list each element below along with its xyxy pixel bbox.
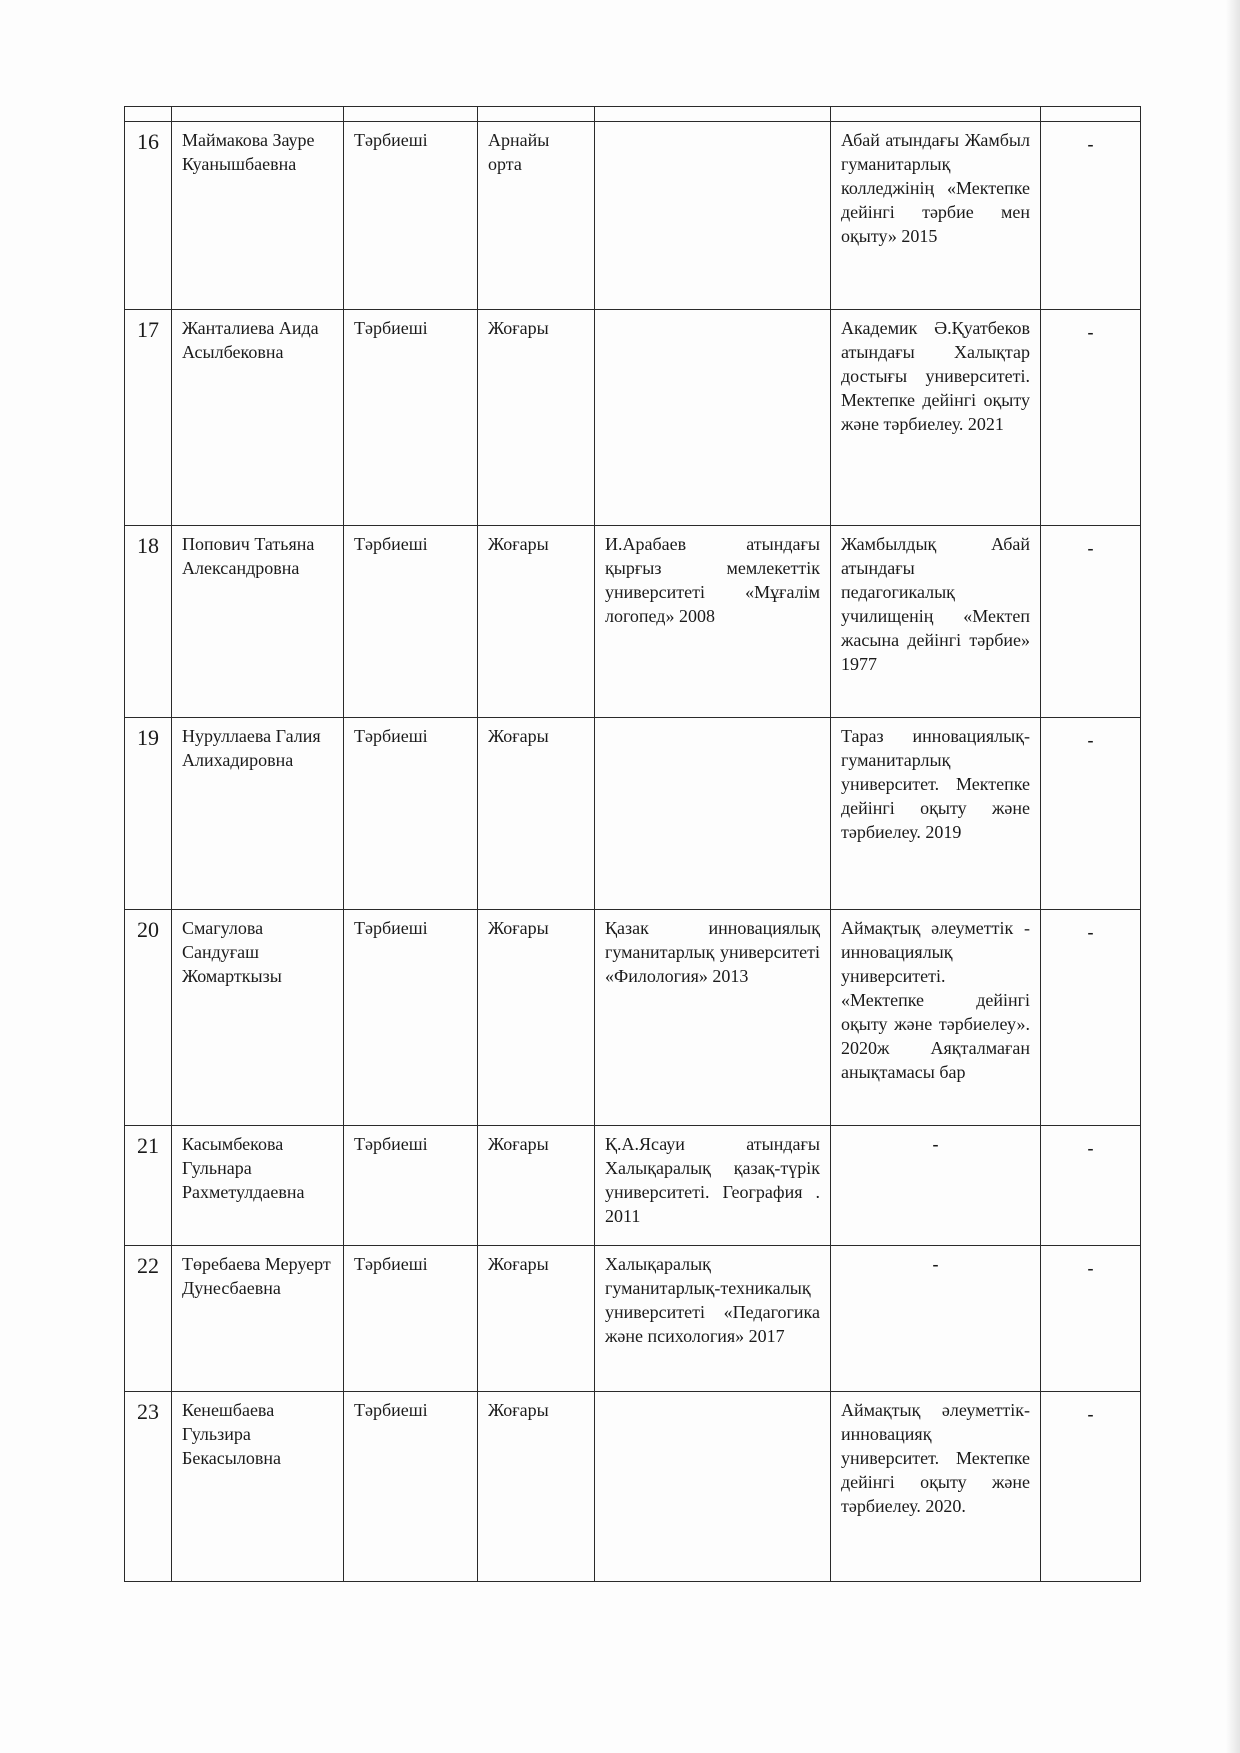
staff-education-level: Жоғары (478, 718, 595, 910)
staff-position: Тәрбиеші (344, 1246, 478, 1392)
table-row (125, 1246, 1141, 1392)
staff-other: - (1041, 122, 1141, 310)
staff-table-container (124, 106, 1140, 1582)
staff-higher-education (595, 122, 831, 310)
staff-other: - (1041, 910, 1141, 1126)
staff-specialized-education: Тараз инновациялық-гуманитарлық университет. Мектепке дейінгі оқыту және тәрбиелеу. 2019 (831, 718, 1041, 910)
staff-position: Тәрбиеші (344, 1392, 478, 1582)
staff-name: Жанталиева Аида Асылбековна (172, 310, 344, 526)
staff-education-level: Жоғары (478, 310, 595, 526)
staff-name: Смагулова Сандуғаш Жомарткызы (172, 910, 344, 1126)
table-row (125, 910, 1141, 1126)
row-number: 23 (125, 1392, 172, 1582)
staff-other: - (1041, 1126, 1141, 1246)
staff-position: Тәрбиеші (344, 526, 478, 718)
staff-position: Тәрбиеші (344, 1126, 478, 1246)
row-number: 21 (125, 1126, 172, 1246)
staff-education-level: Арнайы орта (478, 122, 595, 310)
staff-name: Касымбекова Гульнара Рахметулдаевна (172, 1126, 344, 1246)
staff-specialized-education: Аймақтық әлеуметтік - инновациялық университеті. «Мектепке дейінгі оқыту және тәрбиелеу». 2020ж Аяқталмаған анықтамасы бар (831, 910, 1041, 1126)
staff-education-level: Жоғары (478, 1246, 595, 1392)
staff-specialized-education: Жамбылдық Абай атындағы педагогикалық училищенің «Мектеп жасына дейінгі тәрбие» 1977 (831, 526, 1041, 718)
staff-education-level: Жоғары (478, 1392, 595, 1582)
row-number: 16 (125, 122, 172, 310)
table-row (125, 718, 1141, 910)
row-number: 19 (125, 718, 172, 910)
staff-name: Төребаева Меруерт Дунесбаевна (172, 1246, 344, 1392)
staff-other: - (1041, 310, 1141, 526)
row-number: 20 (125, 910, 172, 1126)
row-number: 22 (125, 1246, 172, 1392)
page-edge-shadow (1226, 0, 1240, 1753)
staff-other: - (1041, 1246, 1141, 1392)
staff-specialized-education: Академик Ә.Қуатбеков атындағы Халықтар достығы университеті. Мектепке дейінгі оқыту және тәрбиелеу. 2021 (831, 310, 1041, 526)
staff-position: Тәрбиеші (344, 310, 478, 526)
staff-higher-education (595, 310, 831, 526)
table-header-row (125, 107, 1141, 122)
staff-position: Тәрбиеші (344, 718, 478, 910)
row-number: 18 (125, 526, 172, 718)
table-row (125, 310, 1141, 526)
staff-specialized-education: Абай атындағы Жамбыл гуманитарлық колледжінің «Мектепке дейінгі тәрбие мен оқыту» 2015 (831, 122, 1041, 310)
staff-education-level: Жоғары (478, 910, 595, 1126)
table-row (125, 1392, 1141, 1582)
staff-other: - (1041, 718, 1141, 910)
staff-name: Кенешбаева Гульзира Бекасыловна (172, 1392, 344, 1582)
staff-higher-education: Қ.А.Ясауи атындағы Халықаралық қазақ-түрік университеті. География . 2011 (595, 1126, 831, 1246)
staff-higher-education: Халықаралық гуманитарлық-техникалық университеті «Педагогика және психология» 2017 (595, 1246, 831, 1392)
staff-higher-education (595, 1392, 831, 1582)
staff-other: - (1041, 526, 1141, 718)
staff-position: Тәрбиеші (344, 910, 478, 1126)
staff-name: Попович Татьяна Александровна (172, 526, 344, 718)
staff-education-level: Жоғары (478, 1126, 595, 1246)
staff-table (124, 106, 1141, 1582)
staff-specialized-education: Аймақтық әлеуметтік-инновацияқ университет. Мектепке дейінгі оқыту және тәрбиелеу. 2020. (831, 1392, 1041, 1582)
staff-position: Тәрбиеші (344, 122, 478, 310)
table-row (125, 526, 1141, 718)
staff-higher-education: И.Арабаев атындағы қырғыз мемлекеттік университеті «Мұғалім логопед» 2008 (595, 526, 831, 718)
staff-specialized-education: - (831, 1246, 1041, 1392)
staff-name: Маймакова Зауре Куанышбаевна (172, 122, 344, 310)
staff-higher-education (595, 718, 831, 910)
table-row (125, 122, 1141, 310)
table-row (125, 1126, 1141, 1246)
staff-other: - (1041, 1392, 1141, 1582)
staff-higher-education: Қазак инновациялық гуманитарлық университеті «Филология» 2013 (595, 910, 831, 1126)
staff-name: Нуруллаева Галия Алихадировна (172, 718, 344, 910)
staff-education-level: Жоғары (478, 526, 595, 718)
row-number: 17 (125, 310, 172, 526)
staff-specialized-education: - (831, 1126, 1041, 1246)
